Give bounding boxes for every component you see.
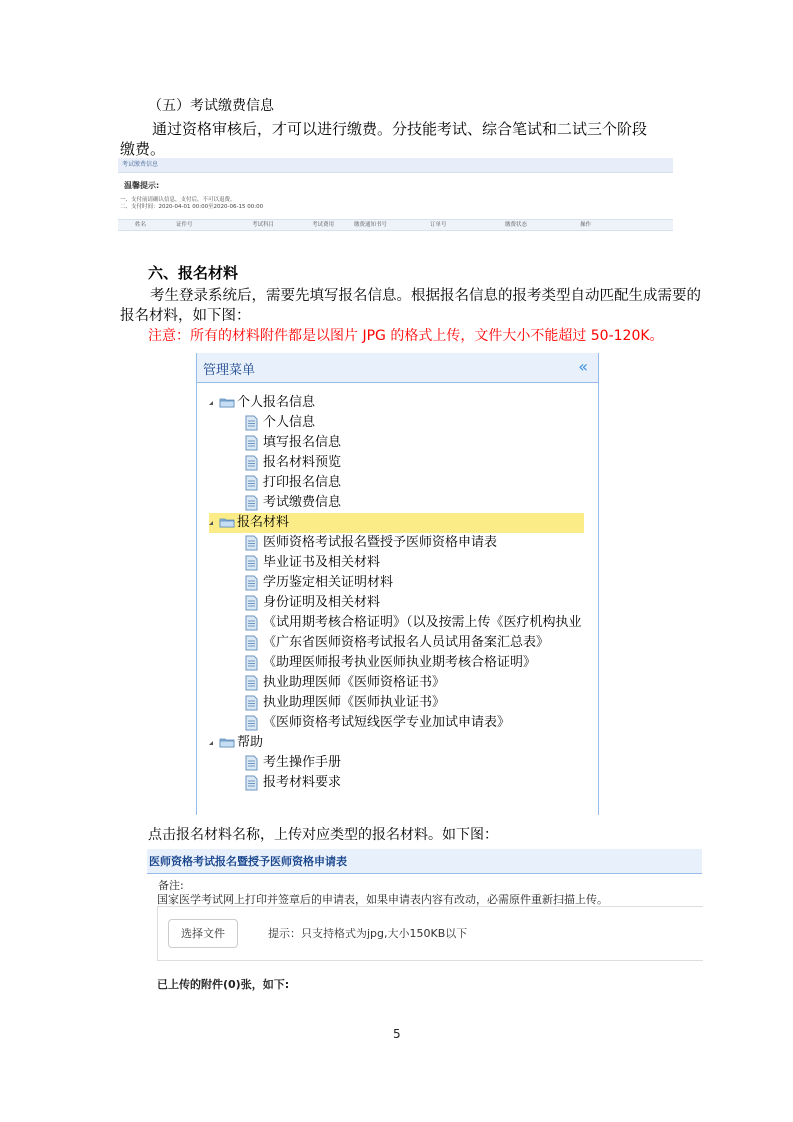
document-icon bbox=[245, 635, 258, 651]
collapse-double-chevron-icon[interactable]: « bbox=[578, 357, 588, 376]
item-label: 《试用期考核合格证明》（以及按需上传《医疗机构执业 bbox=[263, 615, 582, 630]
expanded-triangle-icon[interactable] bbox=[209, 741, 213, 745]
document-icon bbox=[245, 615, 258, 631]
document-icon bbox=[245, 555, 258, 571]
note-label: 备注: bbox=[158, 879, 184, 892]
item-label: 打印报名信息 bbox=[263, 475, 342, 490]
section6-notice: 注意：所有的材料附件都是以图片 JPG 的格式上传，文件大小不能超过 50-120K。 bbox=[148, 328, 664, 344]
tree-item-exam-payment[interactable] bbox=[245, 493, 341, 513]
tree-item-guangdong-summary-table[interactable] bbox=[245, 633, 549, 653]
document-icon bbox=[245, 435, 258, 451]
section6-heading: 六、报名材料 bbox=[148, 264, 239, 282]
menu-title: 管理菜单 bbox=[203, 363, 256, 378]
tree-item-personal-info[interactable] bbox=[245, 413, 315, 433]
folder-label: 报名材料 bbox=[237, 515, 290, 530]
tree-folder-registration-materials[interactable] bbox=[209, 513, 584, 533]
section5-paragraph-line2: 缴费。 bbox=[120, 140, 166, 158]
folder-open-icon bbox=[219, 737, 235, 748]
document-icon bbox=[245, 535, 258, 551]
item-label: 执业助理医师《医师资格证书》 bbox=[263, 675, 446, 690]
tree-item-shortage-specialty-form[interactable] bbox=[245, 713, 510, 733]
item-label: 《广东省医师资格考试报名人员试用备案汇总表》 bbox=[263, 635, 550, 650]
col-name: 姓名 bbox=[135, 222, 147, 228]
tree-item-qualification-certificate[interactable] bbox=[245, 673, 445, 693]
folder-open-icon bbox=[219, 517, 235, 528]
payment-tip-title: 温馨提示: bbox=[124, 181, 160, 190]
upload-hint: 提示：只支持格式为jpg,大小150KB以下 bbox=[268, 927, 468, 940]
payment-tip-line2: 二、支付时间：2020-04-01 00:00至2020-06-15 00:00 bbox=[120, 204, 264, 210]
choose-file-button[interactable]: 选择文件 bbox=[168, 919, 238, 948]
document-icon bbox=[245, 775, 258, 791]
document-icon bbox=[245, 655, 258, 671]
menu-header bbox=[197, 353, 598, 383]
document-icon bbox=[245, 715, 258, 731]
item-label: 学历鉴定相关证明材料 bbox=[263, 575, 394, 590]
folder-label: 个人报名信息 bbox=[237, 395, 316, 410]
tree-item-application-form[interactable] bbox=[245, 533, 497, 553]
upload-panel-screenshot bbox=[147, 849, 702, 999]
tree-item-materials-preview[interactable] bbox=[245, 453, 341, 473]
tree-item-education-verification[interactable] bbox=[245, 573, 393, 593]
document-icon bbox=[245, 695, 258, 711]
expanded-triangle-icon[interactable] bbox=[209, 401, 213, 405]
document-icon bbox=[245, 455, 258, 471]
document-icon bbox=[245, 755, 258, 771]
col-id-number: 证件号 bbox=[176, 222, 193, 228]
item-label: 执业助理医师《医师执业证书》 bbox=[263, 695, 446, 710]
tree-folder-personal-info[interactable] bbox=[209, 393, 315, 413]
tree-item-identity-proof[interactable] bbox=[245, 593, 380, 613]
col-action: 操作 bbox=[580, 222, 592, 228]
folder-open-icon bbox=[219, 397, 235, 408]
item-label: 报名材料预览 bbox=[263, 455, 342, 470]
item-label: 考生操作手册 bbox=[263, 755, 342, 770]
section5-heading: （五）考试缴费信息 bbox=[148, 98, 274, 114]
col-payment-status: 缴费状态 bbox=[505, 222, 528, 228]
payment-info-screenshot bbox=[118, 158, 673, 230]
tree-item-print-registration[interactable] bbox=[245, 473, 341, 493]
item-label: 填写报名信息 bbox=[263, 435, 342, 450]
tree-item-materials-requirements[interactable] bbox=[245, 773, 341, 793]
file-upload-box bbox=[157, 906, 703, 961]
tree-item-probation-certificate[interactable] bbox=[245, 613, 585, 633]
tree-folder-help[interactable] bbox=[209, 733, 263, 753]
upload-intro-text: 点击报名材料名称，上传对应类型的报名材料。如下图： bbox=[148, 827, 498, 843]
tree-item-candidate-manual[interactable] bbox=[245, 753, 341, 773]
management-menu-screenshot bbox=[196, 353, 599, 815]
expanded-triangle-icon[interactable] bbox=[209, 521, 213, 525]
tree-item-fill-registration[interactable] bbox=[245, 433, 341, 453]
tree-item-practice-certificate[interactable] bbox=[245, 693, 445, 713]
col-subject: 考试科目 bbox=[252, 222, 275, 228]
tree-item-assistant-assessment-certificate[interactable] bbox=[245, 653, 536, 673]
item-label: 毕业证书及相关材料 bbox=[263, 555, 381, 570]
document-icon bbox=[245, 675, 258, 691]
upload-panel-header bbox=[147, 849, 702, 874]
payment-table-header bbox=[118, 219, 673, 231]
col-notice-number: 缴费通知书号 bbox=[354, 222, 388, 228]
item-label: 考试缴费信息 bbox=[263, 495, 342, 510]
section5-paragraph-line1: 通过资格审核后，才可以进行缴费。分技能考试、综合笔试和二试三个阶段 bbox=[152, 120, 648, 138]
note-text: 国家医学考试网上打印并签章后的申请表，如果申请表内容有改动，必需原件重新扫描上传。 bbox=[157, 893, 608, 906]
uploaded-attachments-label: 已上传的附件(0)张，如下: bbox=[157, 978, 290, 991]
col-order-number: 订单号 bbox=[430, 222, 447, 228]
upload-panel-title: 医师资格考试报名暨授予医师资格申请表 bbox=[149, 855, 347, 868]
document-icon bbox=[245, 495, 258, 511]
col-fee: 考试费用 bbox=[312, 222, 335, 228]
item-label: 报考材料要求 bbox=[263, 775, 342, 790]
document-icon bbox=[245, 475, 258, 491]
page-number: 5 bbox=[393, 1027, 401, 1041]
tree-item-graduation-certificate[interactable] bbox=[245, 553, 380, 573]
item-label: 身份证明及相关材料 bbox=[263, 595, 381, 610]
document-icon bbox=[245, 415, 258, 431]
payment-panel-title: 考试缴费信息 bbox=[118, 158, 673, 173]
item-label: 《助理医师报考执业医师执业期考核合格证明》 bbox=[263, 655, 537, 670]
item-label: 个人信息 bbox=[263, 415, 316, 430]
folder-label: 帮助 bbox=[237, 735, 264, 750]
document-icon bbox=[245, 595, 258, 611]
document-icon bbox=[245, 575, 258, 591]
item-label: 《医师资格考试短线医学专业加试申请表》 bbox=[263, 715, 511, 730]
item-label: 医师资格考试报名暨授予医师资格申请表 bbox=[263, 535, 498, 550]
payment-tip-line1: 一、支付前请确认信息，支付后，不可以退费。 bbox=[120, 197, 236, 203]
section6-paragraph-line1: 考生登录系统后，需要先填写报名信息。根据报名信息的报考类型自动匹配生成需要的 bbox=[150, 288, 701, 304]
section6-paragraph-line2: 报名材料，如下图： bbox=[120, 308, 251, 324]
